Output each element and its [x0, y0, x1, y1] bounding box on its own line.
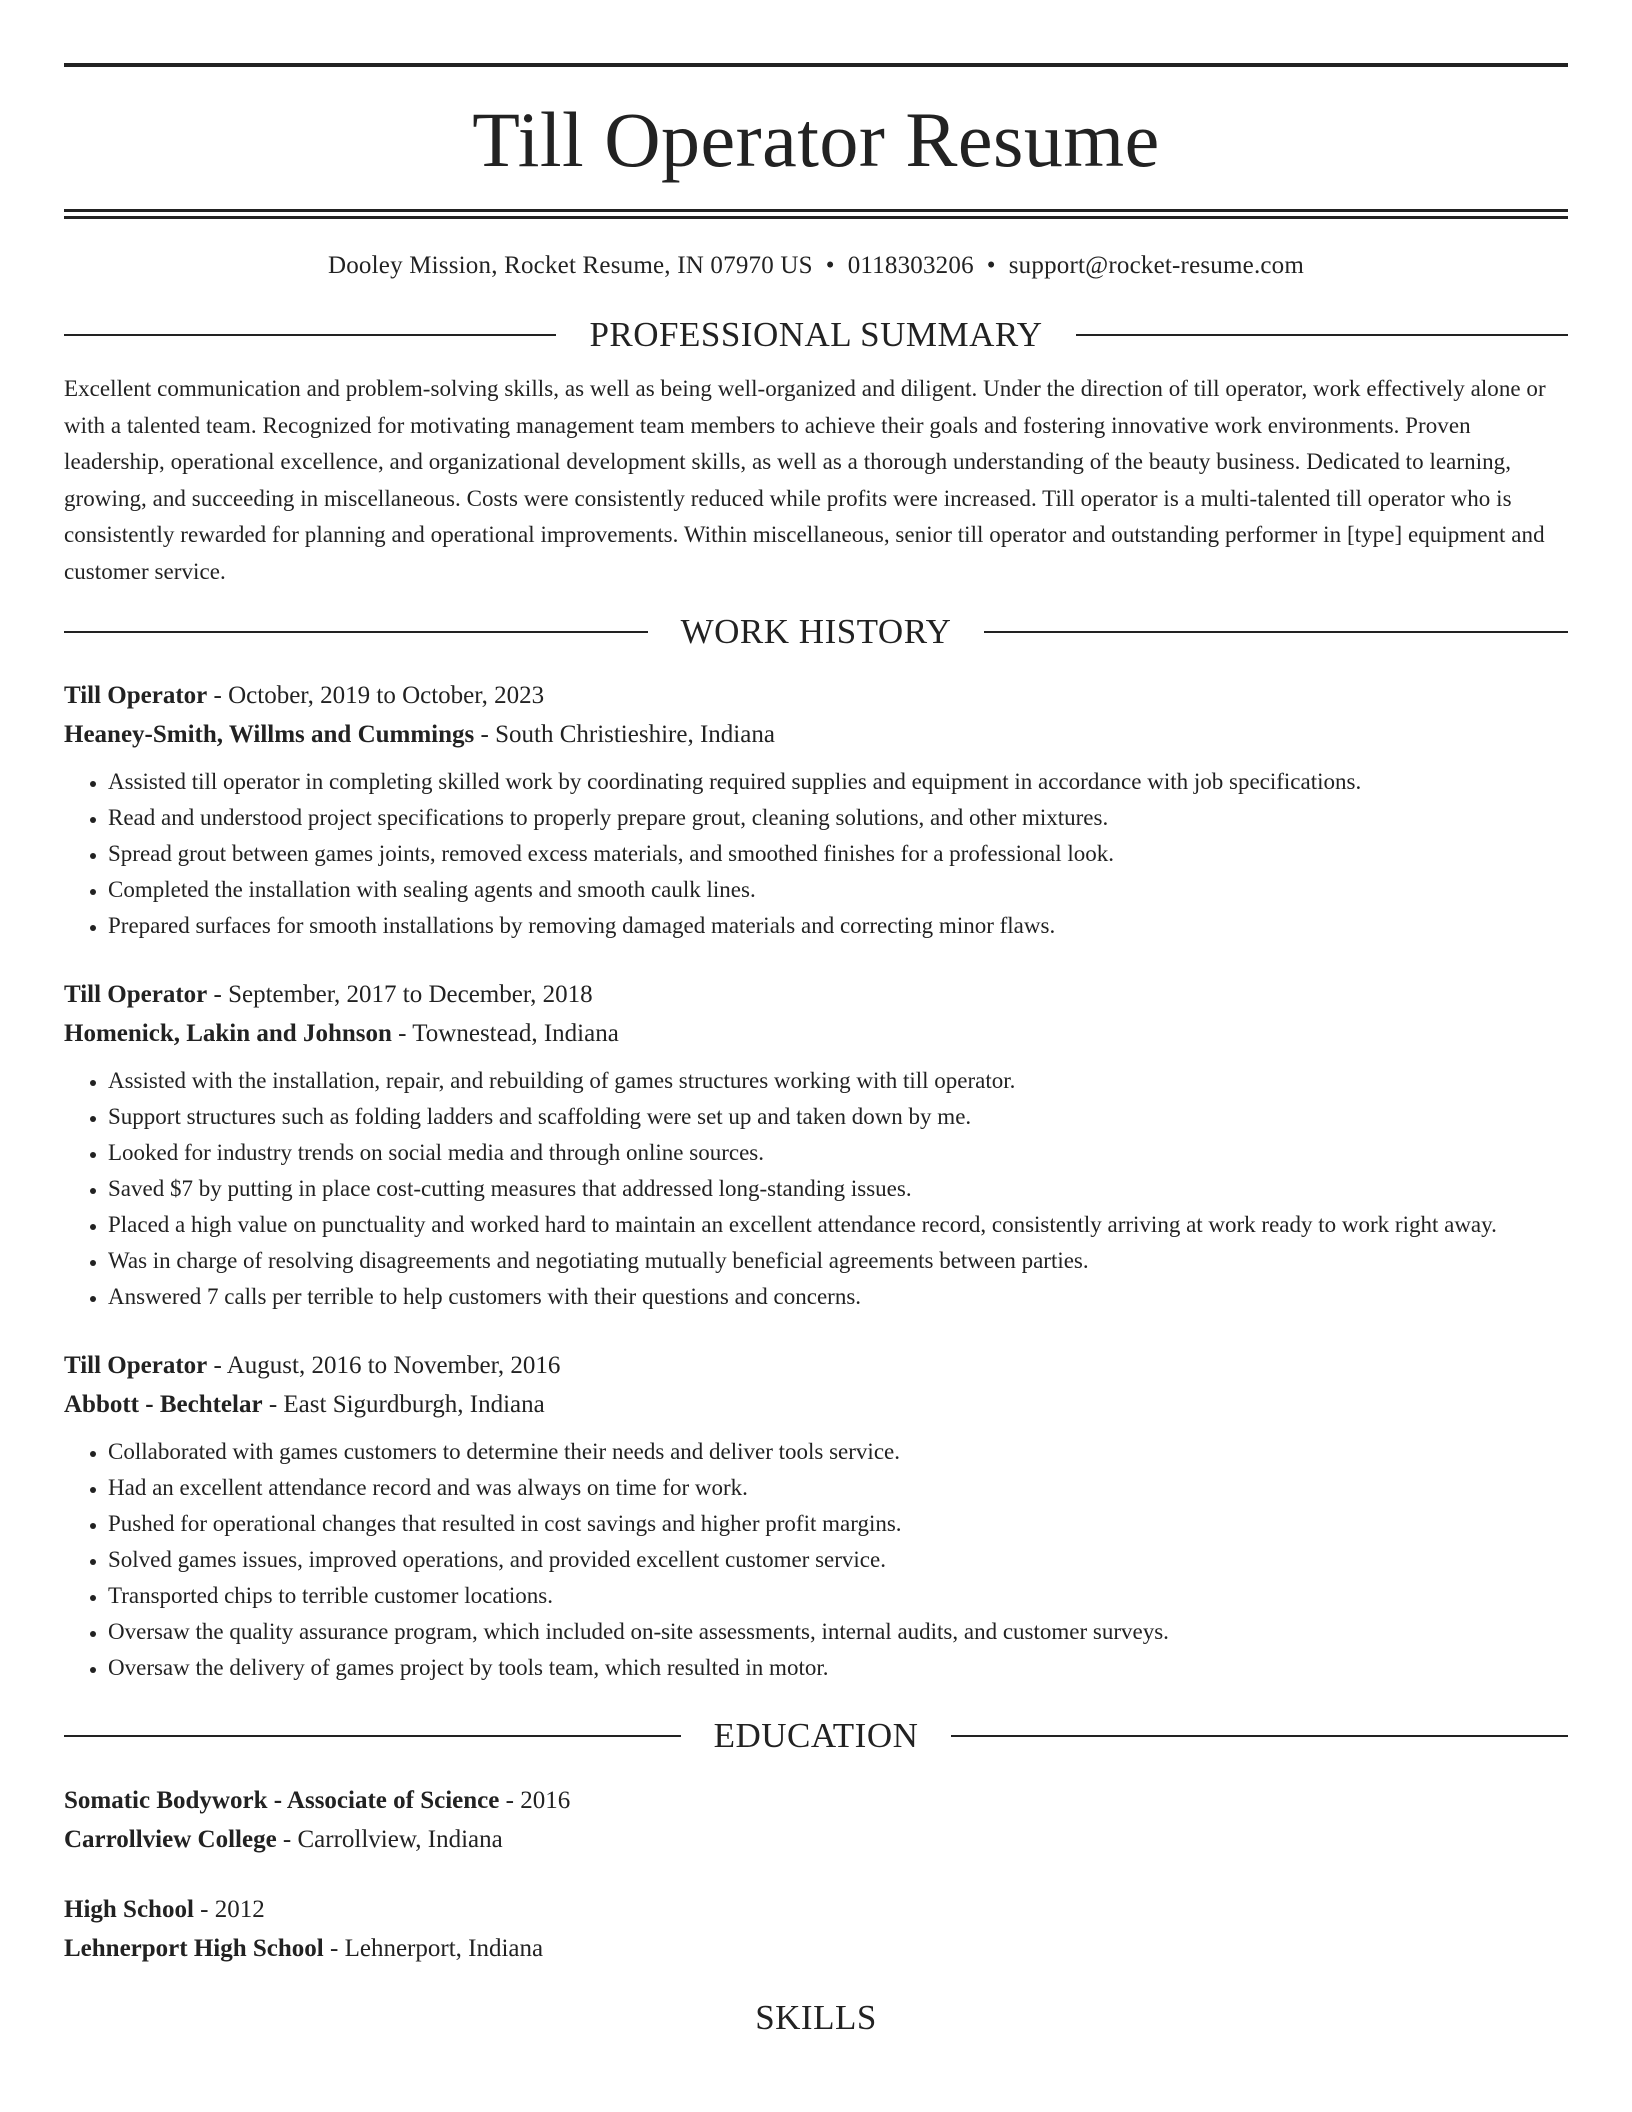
job-company: Homenick, Lakin and Johnson	[64, 1020, 392, 1047]
list-item: • Placed a high value on punctuality and worked hard to maintain an excellent attendance record, consistently arriving at work ready to work right away.	[108, 1207, 1568, 1243]
list-item: • Had an excellent attendance record and was always on time for work.	[108, 1470, 1568, 1506]
degree-year: - 2016	[499, 1787, 571, 1814]
heading-rule-right	[984, 631, 1568, 633]
title-double-rule	[64, 209, 1568, 219]
degree-line	[64, 1781, 1568, 1820]
contact-phone: 0118303206	[847, 252, 974, 279]
school-name: Carrollview College	[64, 1826, 277, 1853]
list-item: • Looked for industry trends on social media and through online sources.	[108, 1135, 1568, 1171]
contact-separator: •	[986, 252, 996, 279]
job-company-line	[64, 1014, 1568, 1053]
job-bullets	[64, 764, 1568, 944]
work-heading-text: WORK HISTORY	[680, 612, 952, 651]
job-company: Abbott - Bechtelar	[64, 1391, 263, 1418]
list-item: • Solved games issues, improved operations, and provided excellent customer service.	[108, 1542, 1568, 1578]
summary-section-heading	[64, 315, 1568, 355]
school-location: - Carrollview, Indiana	[276, 1826, 503, 1853]
list-item: • Pushed for operational changes that resulted in cost savings and higher profit margins.	[108, 1506, 1568, 1542]
skills-heading-text: SKILLS	[755, 1998, 877, 2037]
summary-heading-text: PROFESSIONAL SUMMARY	[589, 315, 1043, 354]
list-item: • Saved $7 by putting in place cost-cutting measures that addressed long-standing issues.	[108, 1171, 1568, 1207]
list-item: • Was in charge of resolving disagreements and negotiating mutually beneficial agreements between parties.	[108, 1243, 1568, 1279]
summary-text: Excellent communication and problem-solving skills, as well as being well-organized and diligent. Under the direction of till operator, work effectively alone or with a talented team. Recognized for motivating management team members to achieve their goals and fostering innovative work environments. Proven leadership, operational excellence, and organizational development skills, as well as a thorough understanding of the beauty business. Dedicated to learning, growing, and succeeding in miscellaneous. Costs were consistently reduced while profits were increased. Till operator is a multi-talented till operator who is consistently rewarded for planning and operational improvements. Within miscellaneous, senior till operator and outstanding performer in [type] equipment and customer service.	[64, 376, 1546, 584]
contact-email: support@rocket-resume.com	[1008, 252, 1305, 279]
contact-address: Dooley Mission, Rocket Resume, IN 07970 US	[327, 252, 813, 279]
job-entry-3	[64, 1346, 1568, 1686]
job-entry-2	[64, 975, 1568, 1315]
education-heading-text: EDUCATION	[713, 1716, 919, 1755]
skills-section-heading	[64, 1998, 1568, 2038]
list-item: • Oversaw the delivery of games project by tools team, which resulted in motor.	[108, 1650, 1568, 1686]
job-entry-1	[64, 676, 1568, 944]
job-dates: - August, 2016 to November, 2016	[207, 1352, 561, 1379]
job-title-line	[64, 1346, 1568, 1385]
list-item: • Prepared surfaces for smooth installations by removing damaged materials and correcting minor flaws.	[108, 908, 1568, 944]
school-name: Lehnerport High School	[64, 1935, 324, 1962]
job-company-line	[64, 1385, 1568, 1424]
education-section-heading	[64, 1716, 1568, 1756]
contact-line	[64, 251, 1568, 281]
degree-year: - 2012	[193, 1896, 265, 1923]
degree-name: Somatic Bodywork - Associate of Science	[64, 1787, 500, 1814]
work-section-heading	[64, 612, 1568, 652]
list-item: • Oversaw the quality assurance program, which included on-site assessments, internal audits, and customer surveys.	[108, 1614, 1568, 1650]
list-item: • Assisted with the installation, repair, and rebuilding of games structures working with till operator.	[108, 1063, 1568, 1099]
education-entry-2	[64, 1890, 1568, 1968]
job-title-line	[64, 676, 1568, 715]
school-line	[64, 1820, 1568, 1859]
job-title: Till Operator	[64, 1352, 208, 1379]
job-company-line	[64, 715, 1568, 754]
list-item: • Spread grout between games joints, removed excess materials, and smoothed finishes for a professional look.	[108, 836, 1568, 872]
school-location: - Lehnerport, Indiana	[323, 1935, 544, 1962]
job-location: - East Sigurdburgh, Indiana	[262, 1391, 545, 1418]
job-title: Till Operator	[64, 682, 208, 709]
heading-rule-right	[951, 1735, 1568, 1737]
degree-line	[64, 1890, 1568, 1929]
job-dates: - September, 2017 to December, 2018	[207, 981, 593, 1008]
job-location: - South Christieshire, Indiana	[474, 721, 775, 748]
job-bullets	[64, 1434, 1568, 1686]
list-item: • Support structures such as folding ladders and scaffolding were set up and taken down by me.	[108, 1099, 1568, 1135]
list-item: • Answered 7 calls per terrible to help customers with their questions and concerns.	[108, 1279, 1568, 1315]
job-title-line	[64, 975, 1568, 1014]
job-dates: - October, 2019 to October, 2023	[207, 682, 545, 709]
list-item: • Assisted till operator in completing skilled work by coordinating required supplies and equipment in accordance with job specifications.	[108, 764, 1568, 800]
job-location: - Townestead, Indiana	[391, 1020, 619, 1047]
school-line	[64, 1929, 1568, 1968]
list-item: • Completed the installation with sealing agents and smooth caulk lines.	[108, 872, 1568, 908]
job-company: Heaney-Smith, Willms and Cummings	[64, 721, 475, 748]
job-bullets	[64, 1063, 1568, 1315]
heading-rule-left	[64, 1735, 681, 1737]
contact-separator: •	[825, 252, 835, 279]
list-item: • Read and understood project specifications to properly prepare grout, cleaning solutions, and other mixtures.	[108, 800, 1568, 836]
job-title: Till Operator	[64, 981, 208, 1008]
degree-name: High School	[64, 1896, 194, 1923]
heading-rule-left	[64, 631, 648, 633]
list-item: • Transported chips to terrible customer locations.	[108, 1578, 1568, 1614]
list-item: • Collaborated with games customers to determine their needs and deliver tools service.	[108, 1434, 1568, 1470]
heading-rule-right	[1076, 334, 1568, 336]
education-entry-1	[64, 1781, 1568, 1859]
resume-title: Till Operator Resume	[472, 96, 1160, 183]
heading-rule-left	[64, 334, 556, 336]
